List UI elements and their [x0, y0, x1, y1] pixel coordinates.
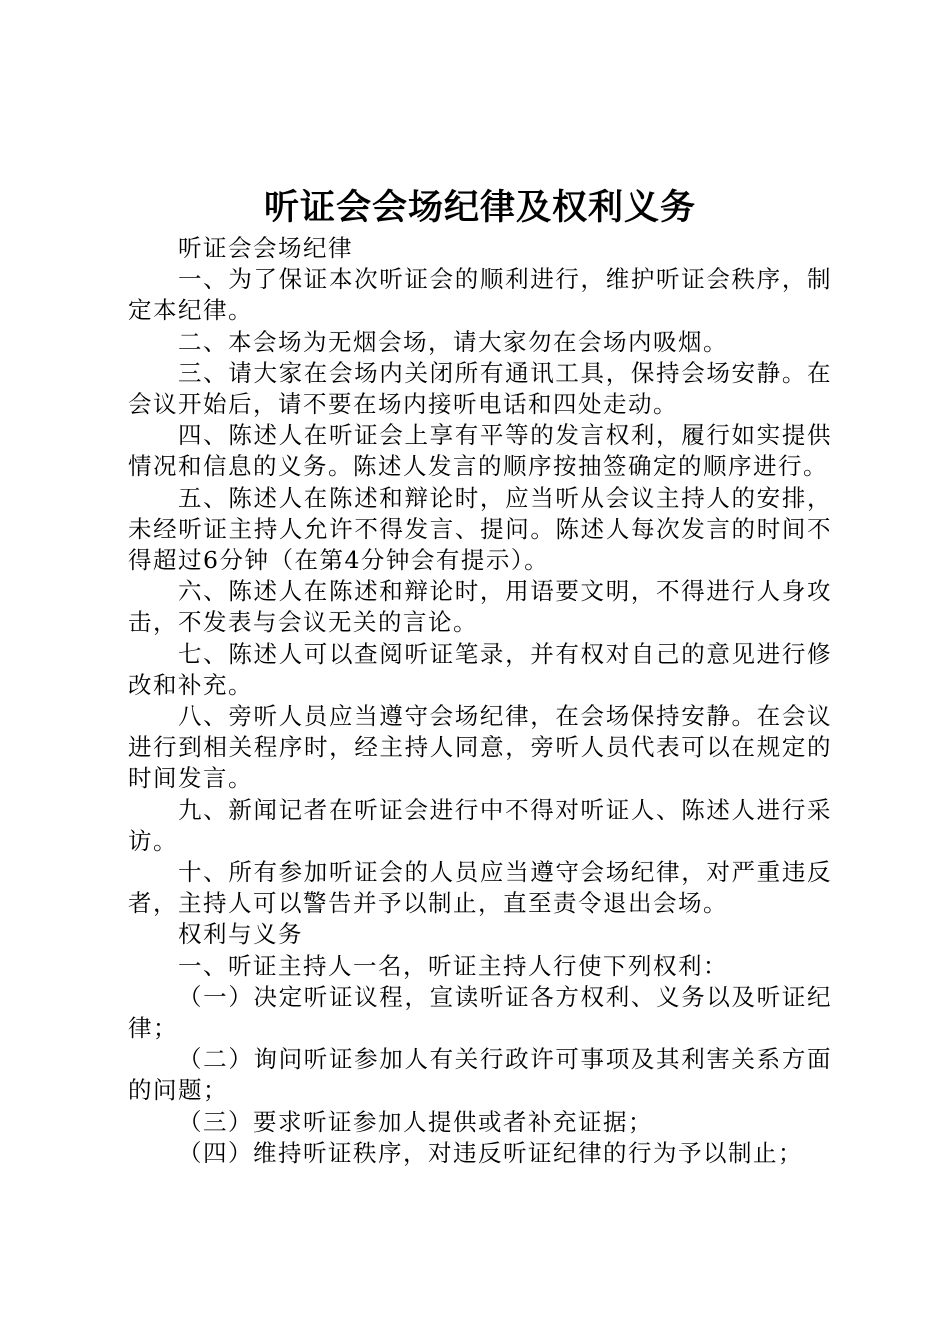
discipline-item-6: 六、陈述人在陈述和辩论时，用语要文明，不得进行人身攻击，不发表与会议无关的言论。 [128, 577, 832, 637]
section-heading-discipline: 听证会会场纪律 [178, 234, 353, 262]
discipline-item-8: 八、旁听人员应当遵守会场纪律，在会场保持安静。在会议进行到相关程序时，经主持人同意，旁听人员代表可以在规定的时间发言。 [128, 702, 832, 793]
discipline-item-4: 四、陈述人在听证会上享有平等的发言权利，履行如实提供情况和信息的义务。陈述人发言的顺序按抽签确定的顺序进行。 [128, 421, 832, 481]
discipline-item-3: 三、请大家在会场内关闭所有通讯工具，保持会场安静。在会议开始后，请不要在场内接听电话和四处走动。 [128, 358, 832, 419]
discipline-item-1: 一、为了保证本次听证会的顺利进行，维护听证会秩序，制定本纪律。 [128, 265, 832, 325]
section-heading-rights: 权利与义务 [178, 920, 303, 949]
discipline-item-5: 五、陈述人在陈述和辩论时，应当听从会议主持人的安排，未经听证主持人允许不得发言、提问。陈述人每次发言的时间不得超过6分钟（在第4分钟会有提示）。 [128, 483, 832, 575]
rights-item-4: （三）要求听证参加人提供或者补充证据； [178, 1107, 653, 1136]
rights-item-2: （一）决定听证议程，宣读听证各方权利、义务以及听证纪律； [128, 982, 832, 1043]
discipline-item-10: 十、所有参加听证会的人员应当遵守会场纪律，对严重违反者，主持人可以警告并予以制止，直至责令退出会场。 [128, 858, 832, 918]
document-title: 听证会会场纪律及权利义务 [263, 188, 696, 228]
rights-item-5: （四）维持听证秩序，对违反听证纪律的行为予以制止； [178, 1138, 803, 1167]
document-body [128, 233, 832, 1169]
discipline-item-7: 七、陈述人可以查阅听证笔录，并有权对自己的意见进行修改和补充。 [128, 639, 832, 699]
discipline-item-2: 二、本会场为无烟会场，请大家勿在会场内吸烟。 [178, 327, 728, 356]
rights-item-1: 一、听证主持人一名，听证主持人行使下列权利： [178, 951, 728, 980]
discipline-item-9: 九、新闻记者在听证会进行中不得对听证人、陈述人进行采访。 [128, 795, 832, 855]
rights-item-3: （二）询问听证参加人有关行政许可事项及其利害关系方面的问题； [128, 1045, 832, 1105]
